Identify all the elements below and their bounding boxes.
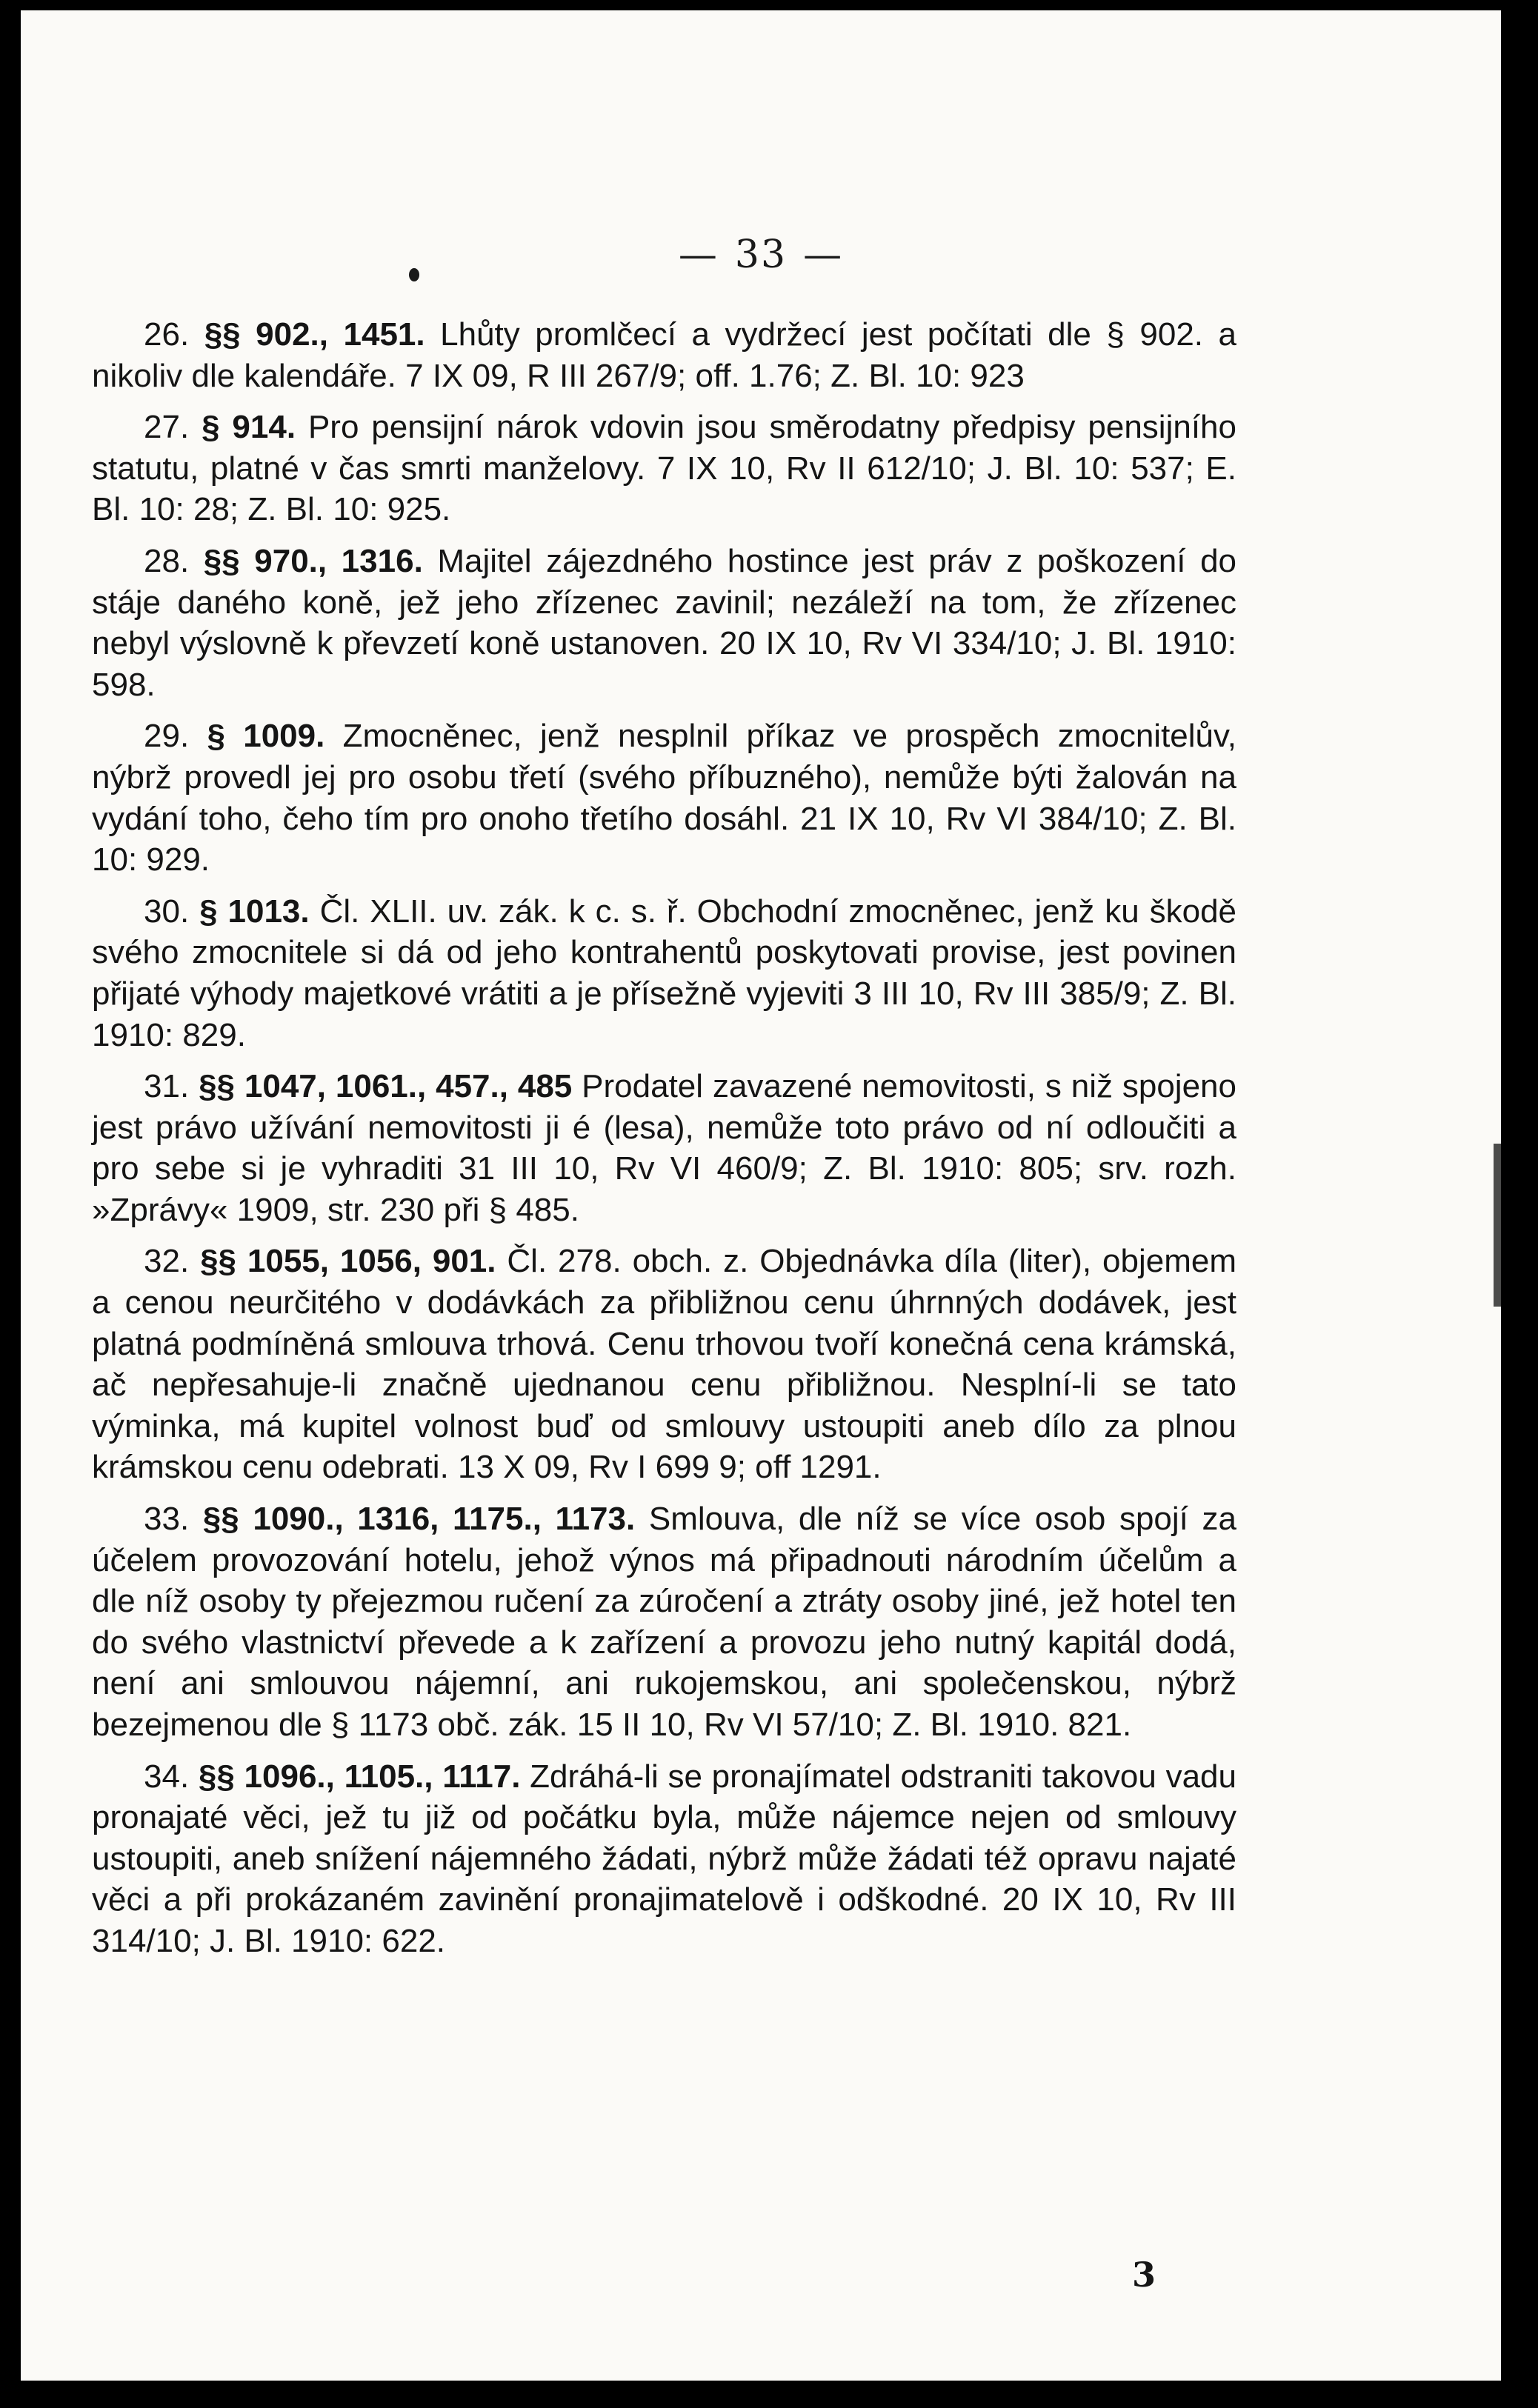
entry-paragraph-ref: § 1013.	[199, 893, 310, 930]
entry-27	[92, 407, 1236, 530]
header-dash-left: —	[678, 233, 719, 277]
entry-number: 32.	[144, 1243, 190, 1280]
page-edge-mark	[1494, 1144, 1501, 1307]
entries-list	[92, 314, 1236, 1972]
entry-number: 31.	[144, 1068, 190, 1105]
entry-text: Zdráhá-li se pronajímatel odstraniti takovou vadu pronajaté věci, jež tu již od počátku byla, může nájemce nejen od smlouvy ustoupiti, aneb snížení nájemného žádati, nýbrž může žádati též opravu najaté věci a při prokázaném zavinění pronajimatelově i odškodné. 20 IX 10, Rv III 314/10; J. Bl. 1910: 622.	[92, 1758, 1236, 1959]
entry-number: 28.	[144, 542, 190, 579]
entry-number: 33.	[144, 1501, 190, 1538]
header-dash-right: —	[803, 233, 844, 277]
book-page	[21, 10, 1501, 2381]
entry-26	[92, 314, 1236, 396]
entry-paragraph-ref: §§ 1047, 1061., 457., 485	[199, 1068, 573, 1105]
entry-number: 26.	[144, 316, 190, 353]
entry-number: 27.	[144, 409, 190, 446]
entry-number: 30.	[144, 893, 190, 930]
entry-28	[92, 541, 1236, 705]
entry-29	[92, 716, 1236, 880]
entry-text: Čl. XLII. uv. zák. k c. s. ř. Obchodní zmocněnec, jenž ku škodě svého zmocnitele si dá od jeho kontrahentů poskytovati provise, jest povinen přijaté výhody majetkové vrátiti a je přísežně vyjeviti 3 III 10, Rv III 385/9; Z. Bl. 1910: 829.	[92, 893, 1237, 1053]
entry-paragraph-ref: §§ 970., 1316.	[203, 542, 423, 579]
page-header	[21, 233, 1501, 277]
page-number: 33	[734, 233, 788, 277]
entry-text: Zmocněnec, jenž nesplnil příkaz ve prospěch zmocnitelův, nýbrž provedl jej pro osobu třetí (svého příbuzného), nemůže býti žalován na vydání toho, čeho tím pro onoho třetího dosáhl. 21 IX 10, Rv VI 384/10; Z. Bl. 10: 929.	[92, 718, 1236, 878]
entry-text: Majitel zájezdného hostince jest práv z poškození do stáje daného koně, jež jeho zřízenec zavinil; nezáleží na tom, že zřízenec nebyl výslovně k převzetí koně ustanoven. 20 IX 10, Rv VI 334/10; J. Bl. 1910: 598.	[92, 542, 1237, 703]
entry-text: Čl. 278. obch. z. Objednávka díla (liter), objemem a cenou neurčitého v dodávkách za přibližnou cenu úhrnných dodávek, jest platná podmíněná smlouva trhová. Cenu trhovou tvoří konečná cena krámská, ač nepřesahuje-li značně ujednanou cenu přibližnou. Nesplní-li se tato výminka, má kupitel volnost buď od smlouvy ustoupiti aneb dílo za plnou krámskou cenu odebrati. 13 X 09, Rv I 699 9; off 1291.	[92, 1243, 1236, 1486]
entry-paragraph-ref: § 914.	[202, 409, 296, 446]
entry-31	[92, 1066, 1236, 1230]
entry-paragraph-ref: § 1009.	[207, 718, 325, 755]
entry-paragraph-ref: §§ 902., 1451.	[204, 316, 425, 353]
entry-number: 34.	[144, 1758, 190, 1795]
entry-33	[92, 1498, 1236, 1746]
entry-paragraph-ref: §§ 1096., 1105., 1117.	[198, 1758, 521, 1795]
ink-dot	[409, 268, 419, 281]
entry-text: Smlouva, dle níž se více osob spojí za účelem provozování hotelu, jehož výnos má připadnouti národním účelům a dle níž osoby ty přejezmou ručení za zúročení a ztráty osoby jiné, jež hotel ten do svého vlastnictví převede a k zařízení a provozu jeho nutný kapitál dodá, není ani smlouvou nájemní, ani rukojemskou, ani společenskou, nýbrž bezejmenou dle § 1173 obč. zák. 15 II 10, Rv VI 57/10; Z. Bl. 1910. 821.	[92, 1501, 1236, 1743]
entry-number: 29.	[144, 718, 190, 755]
entry-34	[92, 1756, 1236, 1962]
entry-32	[92, 1241, 1236, 1488]
entry-text: Pro pensijní nárok vdovin jsou směrodatny předpisy pensijního statutu, platné v čas smrti manželovy. 7 IX 10, Rv II 612/10; J. Bl. 10: 537; E. Bl. 10: 28; Z. Bl. 10: 925.	[92, 409, 1236, 528]
entry-text: Prodatel zavazené nemovitosti, s niž spojeno jest právo užívání nemovitosti ji é (lesa), nemůže toto právo od ní odloučiti a pro sebe si je vyhraditi 31 III 10, Rv VI 460/9; Z. Bl. 1910: 805; srv. rozh. »Zprávy« 1909, str. 230 při § 485.	[92, 1068, 1236, 1228]
signature-mark: 3	[1132, 2255, 1156, 2295]
entry-paragraph-ref: §§ 1090., 1316, 1175., 1173.	[202, 1501, 636, 1538]
entry-30	[92, 891, 1236, 1055]
entry-paragraph-ref: §§ 1055, 1056, 901.	[200, 1243, 496, 1280]
entry-text: Lhůty promlčecí a vydržecí jest počítati dle § 902. a nikoliv dle kalendáře. 7 IX 09, R III 267/9; off. 1.76; Z. Bl. 10: 923	[92, 316, 1236, 394]
